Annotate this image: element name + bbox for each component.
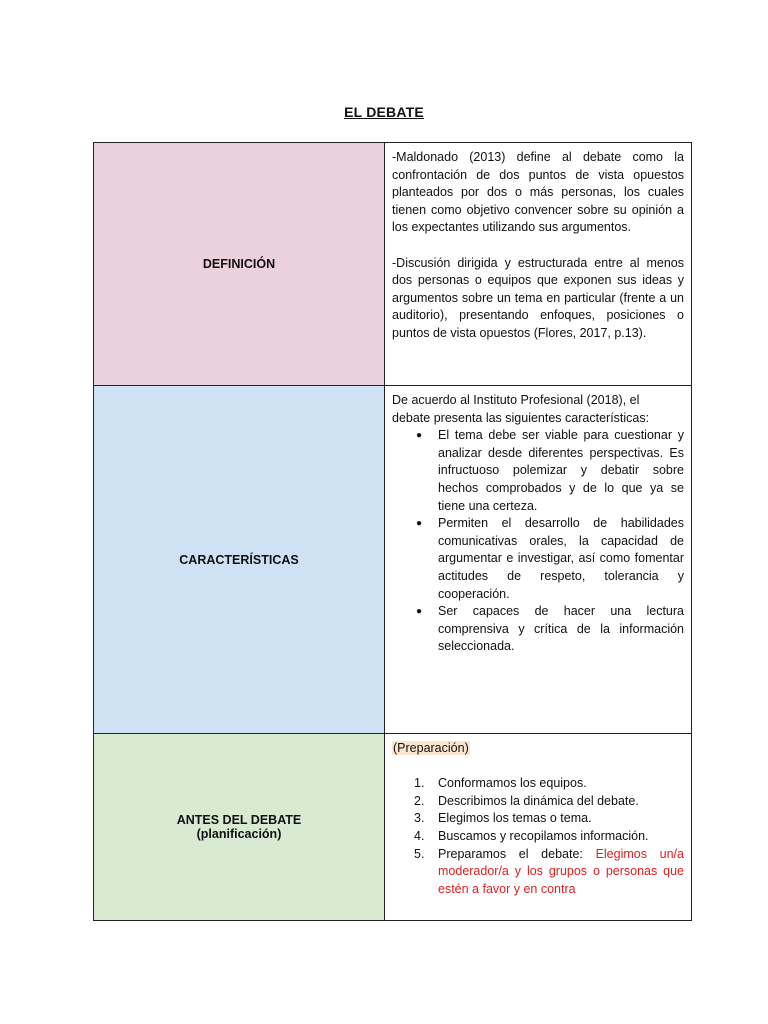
caracteristicas-bullet: ● Permiten el desarrollo de habilidades comunicativas orales, la capacidad de argumentar e investigar, así como fomentar actitudes de respeto, tolerancia y cooperación. <box>438 515 684 603</box>
antes-label-main: ANTES DEL DEBATE <box>176 813 302 827</box>
label-definicion: DEFINICIÓN <box>94 143 385 386</box>
antes-step <box>414 810 684 828</box>
step-text: Describimos la dinámica del debate. <box>438 793 639 808</box>
step-text-red: Elegimos un/a moderador/a y los grupos o personas que estén a favor y en contra <box>438 846 684 896</box>
antes-step <box>414 793 684 811</box>
antes-step <box>414 846 684 899</box>
step-text: Elegimos los temas o tema. <box>438 811 592 826</box>
step-number: 4. <box>414 828 425 843</box>
step-text: Buscamos y recopilamos información. <box>438 828 649 843</box>
step-text: Preparamos el debate: <box>438 846 596 861</box>
label-caracteristicas: CARACTERÍSTICAS <box>94 386 385 734</box>
preparacion-tag: (Preparación) <box>393 741 469 755</box>
step-number: 3. <box>414 811 425 826</box>
step-number: 1. <box>414 776 425 791</box>
caracteristicas-bullet: ● Ser capaces de hacer una lectura comprensiva y crítica de la información seleccionada. <box>438 603 684 656</box>
debate-table <box>93 142 692 921</box>
step-number: 5. <box>414 846 425 861</box>
step-text: Conformamos los equipos. <box>438 776 587 791</box>
antes-step <box>414 775 684 793</box>
content-definicion <box>385 143 692 386</box>
content-caracteristicas <box>385 386 692 734</box>
definicion-paragraph-1: -Maldonado (2013) define al debate como la confrontación de dos puntos de vista opuestos planteados por dos o más personas, los cuales tienen como objetivo convencer sobre su opinión a los expectantes utilizando sus argumentos. <box>392 150 684 235</box>
row-antes-del-debate <box>94 734 692 921</box>
label-antes-del-debate <box>94 734 385 921</box>
antes-step <box>414 828 684 846</box>
caracteristicas-bullet: ● El tema debe ser viable para cuestionar y analizar desde diferentes perspectivas. Es infructuoso polemizar y debatir sobre hechos comprobados y de lo que ya se tiene una certeza. <box>438 427 684 515</box>
caracteristicas-intro: De acuerdo al Instituto Profesional (2018), el debate presenta las siguientes características: <box>392 393 650 425</box>
antes-steps-list <box>392 775 684 898</box>
definicion-paragraph-2: -Discusión dirigida y estructurada entre al menos dos personas o equipos que exponen sus ideas y argumentos sobre un tema en particular (frente a un auditorio), presentando enfoques, posiciones o puntos de vista opuestos (Flores, 2017, p.13). <box>392 255 684 340</box>
row-caracteristicas <box>94 386 692 734</box>
caracteristicas-list <box>392 427 684 656</box>
row-definicion <box>94 143 692 386</box>
document-title: EL DEBATE <box>344 104 424 120</box>
step-number: 2. <box>414 793 425 808</box>
antes-label-sub: (planificación) <box>196 827 282 841</box>
content-antes-del-debate <box>385 734 692 921</box>
